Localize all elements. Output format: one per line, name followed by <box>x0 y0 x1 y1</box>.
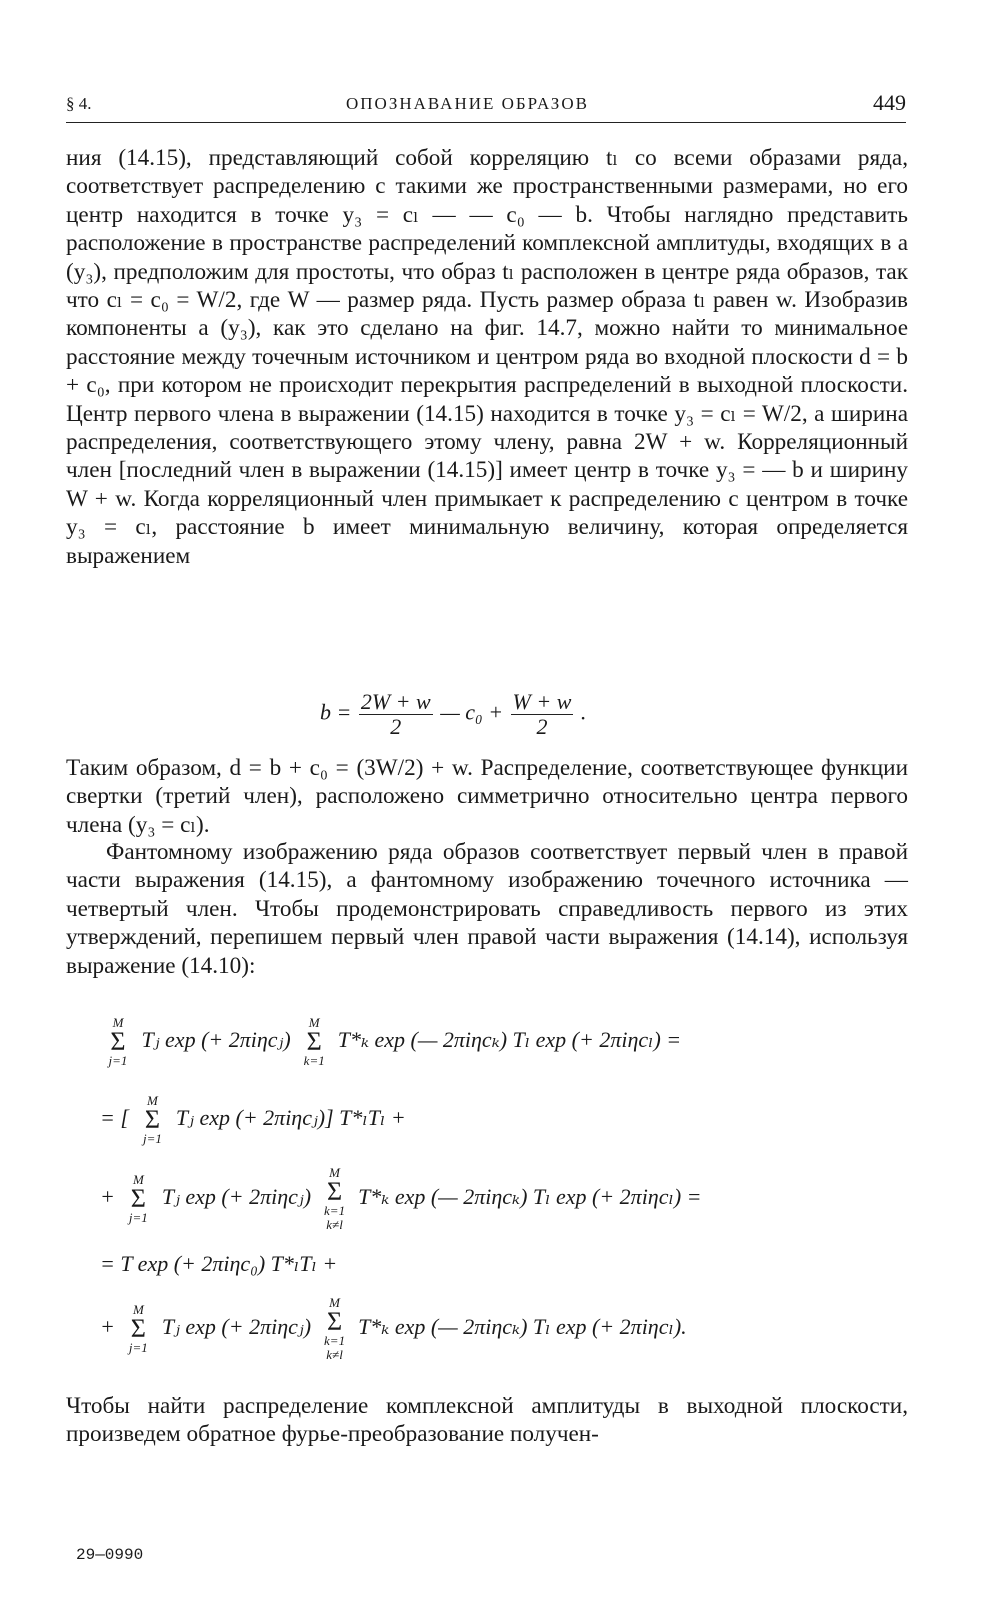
page-number: 449 <box>873 90 906 115</box>
equation-term: T*ₖ exp (— 2πiηcₖ) Tₗ exp (+ 2πiηcₗ) = <box>358 1184 702 1210</box>
sum-lower-limit: j=1 <box>108 1053 128 1068</box>
sigma-glyph: Σ <box>130 1184 146 1213</box>
paragraph-2: Таким образом, d = b + c₀ = (3W/2) + w. Распределение, соответствующее функции свертки (третий член), расположено симметрично относительно центра первого члена (y₃ = cₗ). <box>66 755 908 838</box>
paragraph-1: ния (14.15), представляющий собой корреляцию tₗ со всеми образами ряда, соответствует распределению с такими же пространственными размерами, но его центр находится в точке y₃ = cₗ — — c₀ — b. Чтобы наглядно представить расположение в пространстве распределений комплексной амплитуды, входящих в a (y₃), предположим для простоты, что образ tₗ расположен в центре ряда образов, так что cₗ = c₀ = W/2, где W — размер ряда. Пусть размер образа tₗ равен w. Изобразив компоненты a (y₃), как это сделано на фиг. 14.7, можно найти то минимальное расстояние между точечным источником и центром ряда во входной плоскости d = b + c₀, при котором не происходит перекрытия распределений в выходной плоскости. Центр первого члена в выражении (14.15) находится в точке y₃ = cₗ = W/2, а ширина распределения, соответствующего этому члену, равна 2W + w. Корреляционный член [последний член в выражении (14.15)] имеет центр в точке y₃ = — b и ширину W + w. Когда корреляционный член примыкает к распределению с центром в точке y₃ = cₗ, расстояние b имеет минимальную величину, которая определяется выражением <box>66 145 908 569</box>
equation-line-1 <box>100 1016 681 1068</box>
sum-upper-limit: M <box>329 1165 340 1180</box>
sigma-glyph: Σ <box>110 1027 126 1056</box>
equation-term: Tⱼ exp (+ 2πiηcⱼ)] T*ₗTₗ + <box>175 1105 406 1131</box>
equation-term: Tⱼ exp (+ 2πiηcⱼ) <box>141 1027 291 1053</box>
equation-term: Tⱼ exp (+ 2πiηcⱼ) <box>161 1314 312 1340</box>
sum-lower-limit: k=1 <box>303 1053 325 1068</box>
chapter-title: ОПОЗНАВАНИЕ ОБРАЗОВ <box>346 94 589 113</box>
sum-symbol <box>100 1016 136 1068</box>
sum-lower-limit: j=1 <box>128 1210 148 1225</box>
formula-b <box>320 690 586 739</box>
sigma-glyph: Σ <box>144 1105 160 1134</box>
fraction-2-numerator: W + w <box>512 689 572 714</box>
fraction-1-numerator: 2W + w <box>360 689 431 714</box>
sum-upper-limit: M <box>308 1015 320 1030</box>
sum-symbol <box>134 1094 170 1146</box>
sigma-glyph: Σ <box>326 1307 343 1336</box>
equation-term: = T exp (+ 2πiηc₀) T*ₗTₗ + <box>100 1251 338 1276</box>
equation-line-3 <box>100 1166 702 1232</box>
sum-symbol <box>317 1166 353 1232</box>
paragraph-4: Чтобы найти распределение комплексной амплитуды в выходной плоскости, произведем обратное фурье-преобразование получен- <box>66 1393 908 1448</box>
sum-upper-limit: M <box>147 1093 158 1108</box>
formula-b-lhs: b = <box>320 699 352 725</box>
equation-line-2 <box>100 1094 406 1146</box>
equation-prefix: + <box>100 1184 115 1210</box>
running-header <box>66 92 906 123</box>
sigma-glyph: Σ <box>130 1314 146 1343</box>
sum-symbol <box>317 1296 353 1362</box>
sum-lower-limit: k=1 <box>324 1333 346 1348</box>
formula-b-end: . <box>580 699 587 725</box>
equation-line-4 <box>100 1250 337 1278</box>
sum-upper-limit: M <box>112 1015 124 1030</box>
fraction-1-denominator: 2 <box>390 714 402 739</box>
sigma-glyph: Σ <box>326 1177 343 1206</box>
sum-upper-limit: M <box>329 1295 340 1310</box>
fraction-2 <box>511 690 574 739</box>
sum-lower-limit: k=1 <box>324 1203 346 1218</box>
fraction-2-denominator: 2 <box>536 714 548 739</box>
equation-prefix: + <box>100 1314 115 1340</box>
sum-lower-limit: j=1 <box>142 1131 162 1146</box>
sum-lower-limit: j=1 <box>128 1340 148 1355</box>
section-mark: § 4. <box>66 94 92 113</box>
formula-b-mid: — c₀ + <box>440 699 504 725</box>
equation-prefix: = [ <box>100 1105 129 1131</box>
equation-term: T*ₖ exp (— 2πiηcₖ) Tₗ exp (+ 2πiηcₗ). <box>358 1314 687 1340</box>
sigma-glyph: Σ <box>306 1027 322 1056</box>
equation-term: T*ₖ exp (— 2πiηcₖ) Tₗ exp (+ 2πiηcₗ) = <box>337 1027 682 1053</box>
printer-signature: 29—0990 <box>76 1546 144 1564</box>
sum-symbol <box>120 1303 156 1355</box>
paragraph-3: Фантомному изображению ряда образов соответствует первый член в правой части выражения (14.15), а фантомному изображению точечного источника — четвертый член. Чтобы продемонстрировать справедливость первого из этих утверждений, перепишем первый член правой части выражения (14.14), используя выражение (14.10): <box>66 839 908 979</box>
sum-condition: k≠l <box>326 1217 343 1232</box>
sum-condition: k≠l <box>326 1347 343 1362</box>
sum-symbol <box>120 1173 156 1225</box>
equation-line-5 <box>100 1296 687 1362</box>
equation-term: Tⱼ exp (+ 2πiηcⱼ) <box>161 1184 312 1210</box>
sum-upper-limit: M <box>132 1302 144 1317</box>
fraction-1 <box>359 690 433 739</box>
sum-upper-limit: M <box>132 1172 144 1187</box>
sum-symbol <box>296 1016 332 1068</box>
